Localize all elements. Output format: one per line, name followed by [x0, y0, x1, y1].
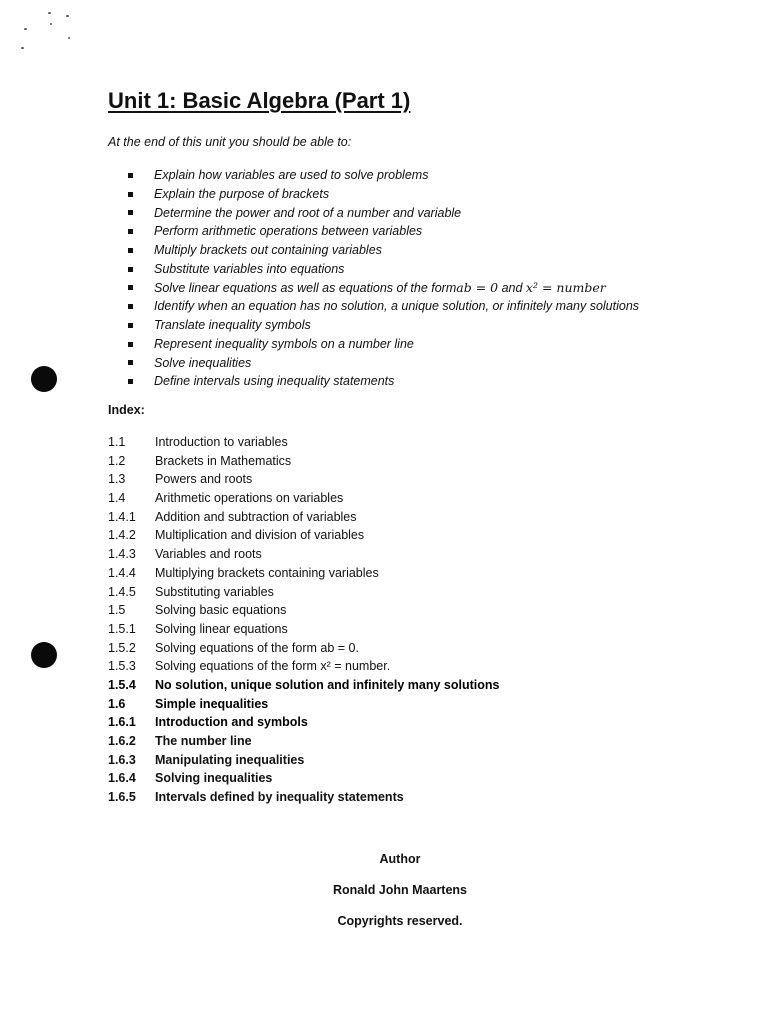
index-item	[108, 564, 499, 583]
index-item	[108, 620, 499, 639]
list-item: Determine the power and root of a number and variable	[128, 204, 639, 223]
bullet-icon	[128, 210, 133, 215]
bullet-icon	[128, 304, 133, 309]
scan-speck	[50, 23, 52, 25]
scan-speck	[66, 15, 69, 17]
index-label: Substituting variables	[155, 584, 274, 599]
index-number: 1.5.4	[108, 677, 136, 692]
scan-speck	[68, 37, 70, 39]
page-title: Unit 1: Basic Algebra (Part 1)	[108, 88, 411, 113]
index-item	[108, 657, 499, 676]
index-item	[108, 713, 499, 732]
bullet-icon	[128, 379, 133, 384]
index-item	[108, 489, 499, 508]
index-number: 1.6.2	[108, 734, 136, 748]
index-label: Solving linear equations	[155, 621, 288, 636]
index-number: 1.1	[108, 435, 126, 449]
punch-hole-bottom	[31, 642, 57, 668]
list-item: Substitute variables into equations	[128, 260, 639, 279]
bullet-icon	[128, 285, 133, 290]
list-item: Identify when an equation has no solution, a unique solution, or infinitely many solutions	[128, 297, 639, 316]
index-label: Multiplication and division of variables	[155, 528, 365, 543]
index-item	[108, 732, 499, 751]
scan-speck	[24, 28, 27, 30]
bullet-icon	[128, 192, 133, 197]
index-label: Multiplying brackets containing variables	[155, 565, 379, 580]
index-item	[108, 601, 499, 620]
index-number: 1.5.2	[108, 640, 136, 655]
copyright-notice: Copyrights reserved.	[337, 914, 463, 928]
index-number: 1.6.5	[108, 790, 136, 805]
index-number: 1.6.3	[108, 752, 136, 767]
author-heading: Author	[379, 852, 421, 866]
index-label: Solving basic equations	[155, 603, 287, 618]
index-number: 1.4.1	[108, 509, 136, 524]
index-item	[108, 788, 499, 807]
bullet-icon	[128, 229, 133, 234]
bullet-icon	[128, 173, 133, 178]
bullet-icon	[128, 342, 133, 347]
index-number: 1.4.2	[108, 528, 136, 543]
index-label: No solution, unique solution and infinitely many solutions	[155, 677, 500, 692]
index-number: 1.4.4	[108, 565, 136, 580]
index-heading: Index:	[108, 403, 145, 417]
index-item	[108, 526, 499, 545]
index-label: Solving equations of the form ab = 0.	[155, 640, 359, 655]
bullet-icon	[128, 248, 133, 253]
index-label: Solving equations of the form x² = number.	[155, 659, 391, 674]
index-number: 1.5.3	[108, 659, 136, 674]
index-label: The number line	[155, 734, 252, 748]
index-label: Arithmetic operations on variables	[155, 491, 344, 506]
index-item	[108, 676, 499, 695]
index-item	[108, 433, 499, 452]
index-list	[108, 433, 499, 807]
index-number: 1.5	[108, 603, 126, 618]
index-number: 1.4.3	[108, 547, 136, 562]
index-label: Introduction to variables	[155, 435, 288, 449]
list-item: Explain the purpose of brackets	[128, 185, 639, 204]
index-item	[108, 545, 499, 564]
scan-speck	[48, 12, 51, 14]
index-item	[108, 751, 499, 770]
index-number: 1.6.1	[108, 715, 136, 730]
index-label: Intervals defined by inequality statements	[155, 790, 404, 805]
index-number: 1.2	[108, 453, 126, 468]
list-item: Define intervals using inequality statements	[128, 372, 639, 391]
index-item	[108, 452, 499, 471]
list-item: Translate inequality symbols	[128, 316, 639, 335]
math-expression: x² = number	[525, 279, 606, 295]
author-name: Ronald John Maartens	[332, 883, 468, 897]
list-item: Multiply brackets out containing variables	[128, 241, 639, 260]
list-item: Solve linear equations as well as equations of the form ab = 0 and x² = number	[128, 279, 639, 298]
index-label: Introduction and symbols	[155, 715, 308, 730]
index-item	[108, 508, 499, 527]
index-number: 1.5.1	[108, 621, 136, 636]
index-item	[108, 695, 499, 714]
scan-speck	[21, 47, 24, 49]
index-label: Addition and subtraction of variables	[155, 509, 357, 524]
index-number: 1.4.5	[108, 584, 136, 599]
list-item: Perform arithmetic operations between variables	[128, 222, 639, 241]
index-label: Manipulating inequalities	[155, 752, 305, 767]
math-expression: ab = 0	[456, 279, 499, 295]
index-item	[108, 639, 499, 658]
index-label: Variables and roots	[155, 547, 262, 562]
index-number: 1.6.4	[108, 771, 136, 786]
index-number: 1.6	[108, 696, 126, 711]
punch-hole-top	[31, 366, 57, 392]
index-label: Powers and roots	[155, 472, 253, 487]
list-item: Solve inequalities	[128, 354, 639, 373]
index-number: 1.3	[108, 472, 126, 487]
index-item	[108, 583, 499, 602]
index-item	[108, 470, 499, 489]
bullet-icon	[128, 267, 133, 272]
list-item: Represent inequality symbols on a number line	[128, 335, 639, 354]
index-number: 1.4	[108, 491, 126, 506]
index-label: Simple inequalities	[155, 696, 269, 711]
index-label: Solving inequalities	[155, 771, 273, 786]
objectives-list	[128, 166, 639, 391]
list-item: Explain how variables are used to solve problems	[128, 166, 639, 185]
index-label: Brackets in Mathematics	[155, 453, 292, 468]
intro-text: At the end of this unit you should be able to:	[108, 135, 352, 149]
bullet-icon	[128, 323, 133, 328]
bullet-icon	[128, 360, 133, 365]
index-item	[108, 769, 499, 788]
